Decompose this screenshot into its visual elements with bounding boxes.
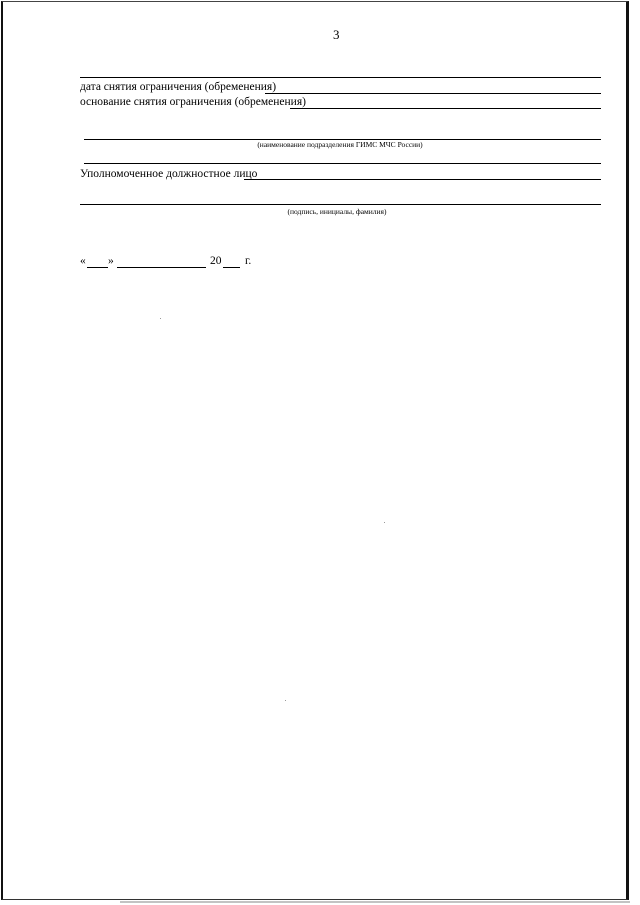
scan-speck: [384, 522, 385, 523]
year-prefix: 20: [210, 255, 222, 267]
page-frame: [1, 1, 629, 900]
page-edge-shadow: [120, 901, 630, 903]
signature-caption: (подпись, инициалы, фамилия): [287, 207, 387, 216]
authorized-person-line: [244, 179, 601, 180]
year-suffix: г.: [245, 255, 252, 267]
scan-speck: [285, 700, 286, 701]
removal-basis-label: основание снятия ограничения (обременения): [80, 96, 306, 108]
page-number: 3: [333, 27, 340, 42]
signature-line: [80, 204, 601, 205]
authorized-person-label: Уполномоченное должностное лицо: [80, 168, 258, 180]
month-blank: [117, 267, 206, 268]
day-blank: [87, 267, 108, 268]
date-close-quote: »: [108, 255, 114, 267]
scan-speck: [160, 318, 161, 319]
top-rule: [80, 77, 601, 78]
department-caption: (наименование подразделения ГИМС МЧС России): [257, 140, 423, 149]
date-open-quote: «: [80, 255, 86, 267]
year-blank: [223, 267, 240, 268]
removal-date-line: [265, 93, 601, 94]
removal-date-label: дата снятия ограничения (обременения): [80, 81, 277, 93]
removal-basis-line: [290, 108, 601, 109]
department-line-2: [84, 163, 601, 164]
